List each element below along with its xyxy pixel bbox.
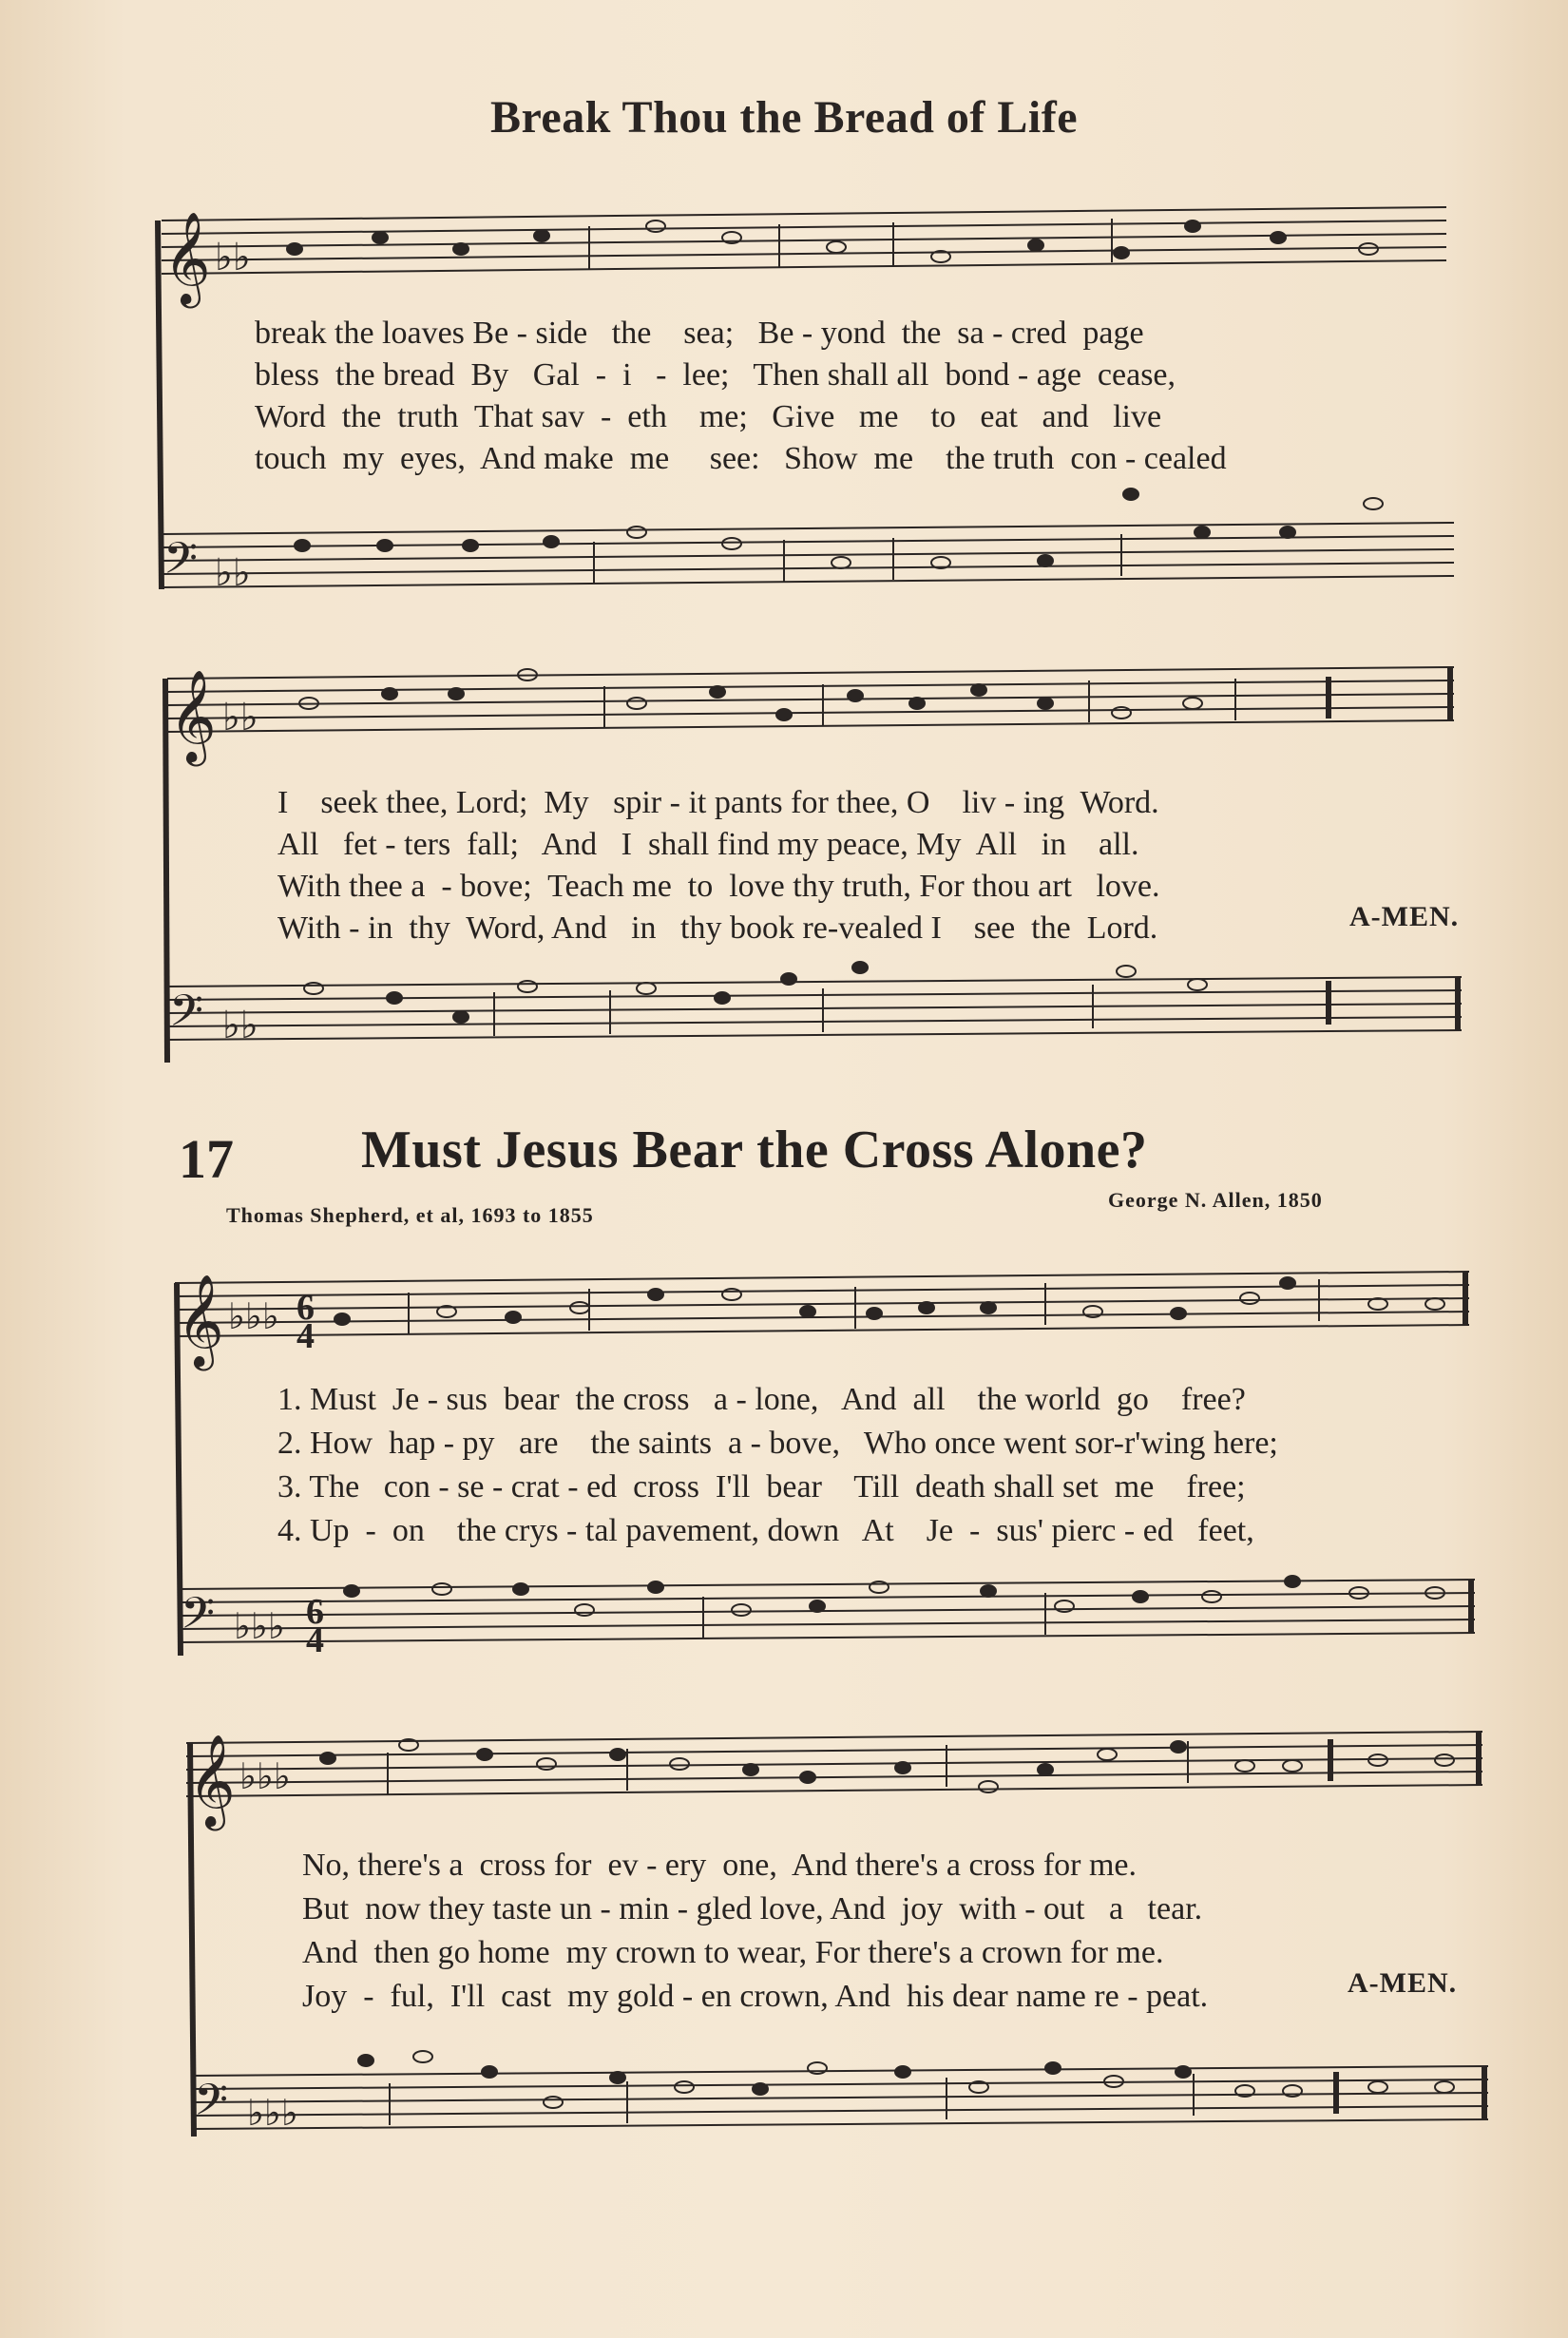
lyric-line: Joy - ful, I'll cast my gold - en crown, And his dear name re - peat. — [302, 1979, 1209, 2014]
svg-text:♭♭: ♭♭ — [215, 236, 251, 279]
hymn-title: Break Thou the Bread of Life — [489, 92, 1079, 143]
treble-clef-icon: 𝄞 — [169, 669, 217, 762]
svg-text:6: 6 — [306, 1592, 324, 1632]
svg-text:♭♭♭: ♭♭♭ — [234, 1605, 285, 1647]
lyric-line: 4. Up - on the crys - tal pavement, down At Je - sus' pierc - ed feet, — [277, 1513, 1254, 1548]
bass-clef-icon: 𝄢 — [194, 2075, 229, 2137]
svg-text:4: 4 — [306, 1620, 324, 1660]
svg-text:♭♭: ♭♭ — [222, 696, 258, 739]
lyric-line: And then go home my crown to wear, For there's a crown for me. — [302, 1935, 1164, 1970]
svg-text:♭♭: ♭♭ — [215, 551, 251, 595]
composer-credit: George N. Allen, 1850 — [1108, 1188, 1323, 1212]
bass-clef-icon: 𝄢 — [169, 986, 204, 1047]
hymn-title: Must Jesus Bear the Cross Alone? — [361, 1121, 1148, 1179]
lyric-line: All fet - ters fall; And I shall find my peace, My All in all. — [277, 827, 1139, 862]
lyric-line: 3. The con - se - crat - ed cross I'll bear Till death shall set me free; — [277, 1469, 1246, 1504]
bass-clef-icon: 𝄢 — [181, 1588, 216, 1650]
author-credit: Thomas Shepherd, et al, 1693 to 1855 — [226, 1203, 594, 1227]
treble-clef-icon: 𝄞 — [163, 211, 211, 304]
svg-text:4: 4 — [296, 1316, 315, 1356]
svg-text:♭♭♭: ♭♭♭ — [239, 1755, 291, 1797]
svg-text:♭♭♭: ♭♭♭ — [247, 2092, 298, 2134]
svg-text:6: 6 — [296, 1288, 315, 1328]
lyric-line: No, there's a cross for ev - ery one, And there's a cross for me. — [302, 1848, 1138, 1883]
bass-clef-icon: 𝄢 — [163, 533, 199, 595]
lyric-line: break the loaves Be - side the sea; Be - yond the sa - cred page — [255, 316, 1144, 351]
lyric-line: Word the truth That sav - eth me; Give me to eat and live — [255, 399, 1162, 434]
lyric-line: 1. Must Je - sus bear the cross a - lone, And all the world go free? — [277, 1382, 1246, 1417]
lyric-line: touch my eyes, And make me see: Show me the truth con - cealed — [255, 441, 1227, 476]
lyric-line: bless the bread By Gal - i - lee; Then shall all bond - age cease, — [255, 357, 1176, 393]
treble-clef-icon: 𝄞 — [188, 1734, 236, 1827]
hymn-number: 17 — [179, 1128, 234, 1190]
svg-text:♭♭♭: ♭♭♭ — [228, 1295, 279, 1337]
treble-clef-icon: 𝄞 — [177, 1274, 224, 1367]
amen-label: A-MEN. — [1348, 1967, 1458, 1999]
amen-label: A-MEN. — [1349, 901, 1460, 932]
lyric-line: With thee a - bove; Teach me to love thy truth, For thou art love. — [277, 869, 1160, 904]
svg-text:♭♭: ♭♭ — [222, 1004, 258, 1047]
lyric-line: But now they taste un - min - gled love, And joy with - out a tear. — [302, 1891, 1203, 1926]
lyric-line: 2. How hap - py are the saints a - bove, Who once went sor-r'wing here; — [277, 1426, 1278, 1461]
lyric-line: I seek thee, Lord; My spir - it pants for thee, O liv - ing Word. — [277, 785, 1159, 820]
lyric-line: With - in thy Word, And in thy book re-vealed I see the Lord. — [277, 910, 1158, 946]
